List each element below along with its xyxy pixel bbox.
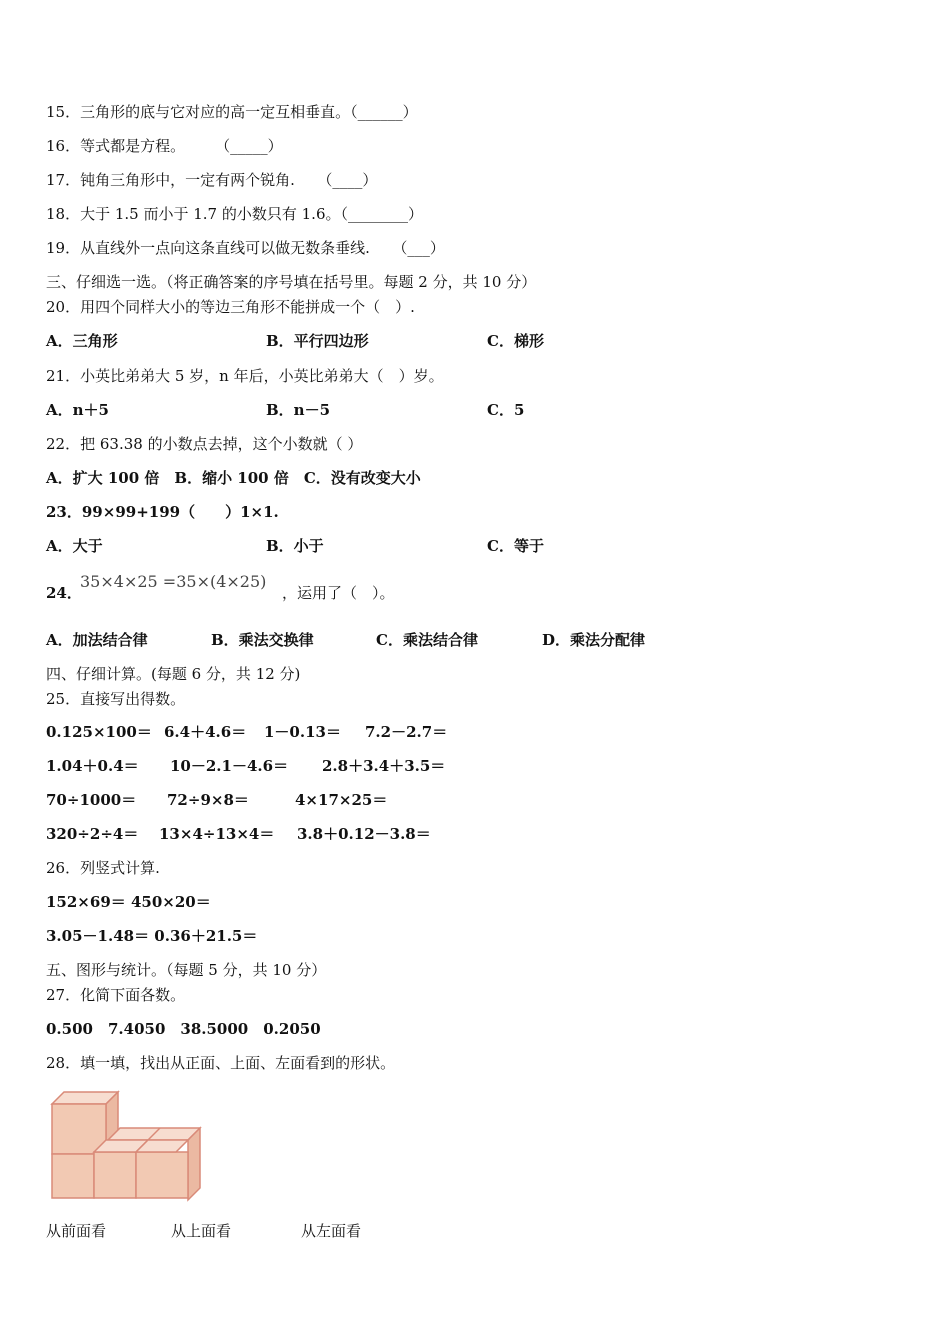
calc-item: 3.8＋0.12－3.8＝	[297, 825, 431, 843]
option-b: B．小于	[266, 537, 324, 555]
option-b: B．n－5	[266, 401, 331, 419]
calc-item: 2.8＋3.4＋3.5＝	[322, 757, 446, 775]
question-22: 22．把 63.38 的小数点去掉，这个小数就（ ）	[46, 435, 363, 453]
question-25: 25．直接写出得数。	[46, 690, 186, 708]
calc-item: 1－0.13＝	[264, 723, 341, 741]
calc-item: 10－2.1－4.6＝	[170, 757, 289, 775]
calc-item: 4×17×25＝	[295, 791, 388, 809]
top-view-label: 从上面看	[171, 1222, 232, 1240]
option-a: A．三角形	[46, 332, 118, 350]
vertical-calc-line-2: 3.05－1.48＝ 0.36＋21.5＝	[46, 927, 258, 945]
option-a: A．n＋5	[46, 401, 109, 419]
option-c: C．梯形	[487, 332, 544, 350]
calc-item: 6.4＋4.6＝	[164, 723, 247, 741]
question-15: 15．三角形的底与它对应的高一定互相垂直。（______）	[46, 103, 418, 121]
option-a: A．加法结合律	[46, 631, 148, 649]
calc-item: 0.125×100＝	[46, 723, 152, 741]
section-5-heading: 五、图形与统计。（每题 5 分，共 10 分）	[46, 961, 327, 979]
option-b: B．平行四边形	[266, 332, 369, 350]
option-c: C．等于	[487, 537, 544, 555]
section-3-heading: 三、仔细选一选。（将正确答案的序号填在括号里。每题 2 分，共 10 分）	[46, 273, 537, 291]
calc-item: 70÷1000＝	[46, 791, 137, 809]
question-21: 21．小英比弟弟大 5 岁，n 年后，小英比弟弟大（ ）岁。	[46, 367, 444, 385]
question-tail: ，运用了（ ）。	[282, 584, 395, 602]
cube-stack-figure	[50, 1088, 210, 1203]
question-16: 16．等式都是方程。 （_____）	[46, 137, 283, 155]
option-c: C．乘法结合律	[376, 631, 478, 649]
option-b: B．乘法交换律	[211, 631, 314, 649]
section-4-heading: 四、仔细计算。(每题 6 分，共 12 分)	[46, 665, 301, 683]
calc-item: 13×4÷13×4＝	[159, 825, 275, 843]
question-19: 19．从直线外一点向这条直线可以做无数条垂线. （___）	[46, 239, 445, 257]
question-22-options: A．扩大 100 倍 B．缩小 100 倍 C．没有改变大小	[46, 469, 421, 487]
calc-item: 72÷9×8＝	[167, 791, 249, 809]
view-labels	[46, 1221, 362, 1301]
vertical-calc-line-1: 152×69＝ 450×20＝	[46, 893, 211, 911]
question-26: 26．列竖式计算.	[46, 859, 160, 877]
question-28: 28．填一填，找出从正面、上面、左面看到的形状。	[46, 1054, 396, 1072]
question-number: 24．	[46, 584, 82, 602]
front-view-label: 从前面看	[46, 1222, 107, 1240]
calc-item: 1.04＋0.4＝	[46, 757, 139, 775]
question-17: 17．钝角三角形中，一定有两个锐角. （____）	[46, 171, 378, 189]
question-18: 18．大于 1.5 而小于 1.7 的小数只有 1.6。（________）	[46, 205, 423, 223]
calc-item: 7.2－2.7＝	[365, 723, 448, 741]
decimal-values: 0.500 7.4050 38.5000 0.2050	[46, 1020, 321, 1038]
option-a: A．大于	[46, 537, 103, 555]
left-view-label: 从左面看	[301, 1222, 362, 1240]
option-d: D．乘法分配律	[542, 631, 646, 649]
calc-item: 320÷2÷4＝	[46, 825, 139, 843]
question-23: 23．99×99+199（ ）1×1.	[46, 503, 279, 521]
question-27: 27．化简下面各数。	[46, 986, 186, 1004]
option-c: C．5	[487, 401, 525, 419]
formula: 35×4×25 =35×(4×25)	[80, 572, 267, 591]
question-20: 20．用四个同样大小的等边三角形不能拼成一个（ ）.	[46, 298, 415, 316]
